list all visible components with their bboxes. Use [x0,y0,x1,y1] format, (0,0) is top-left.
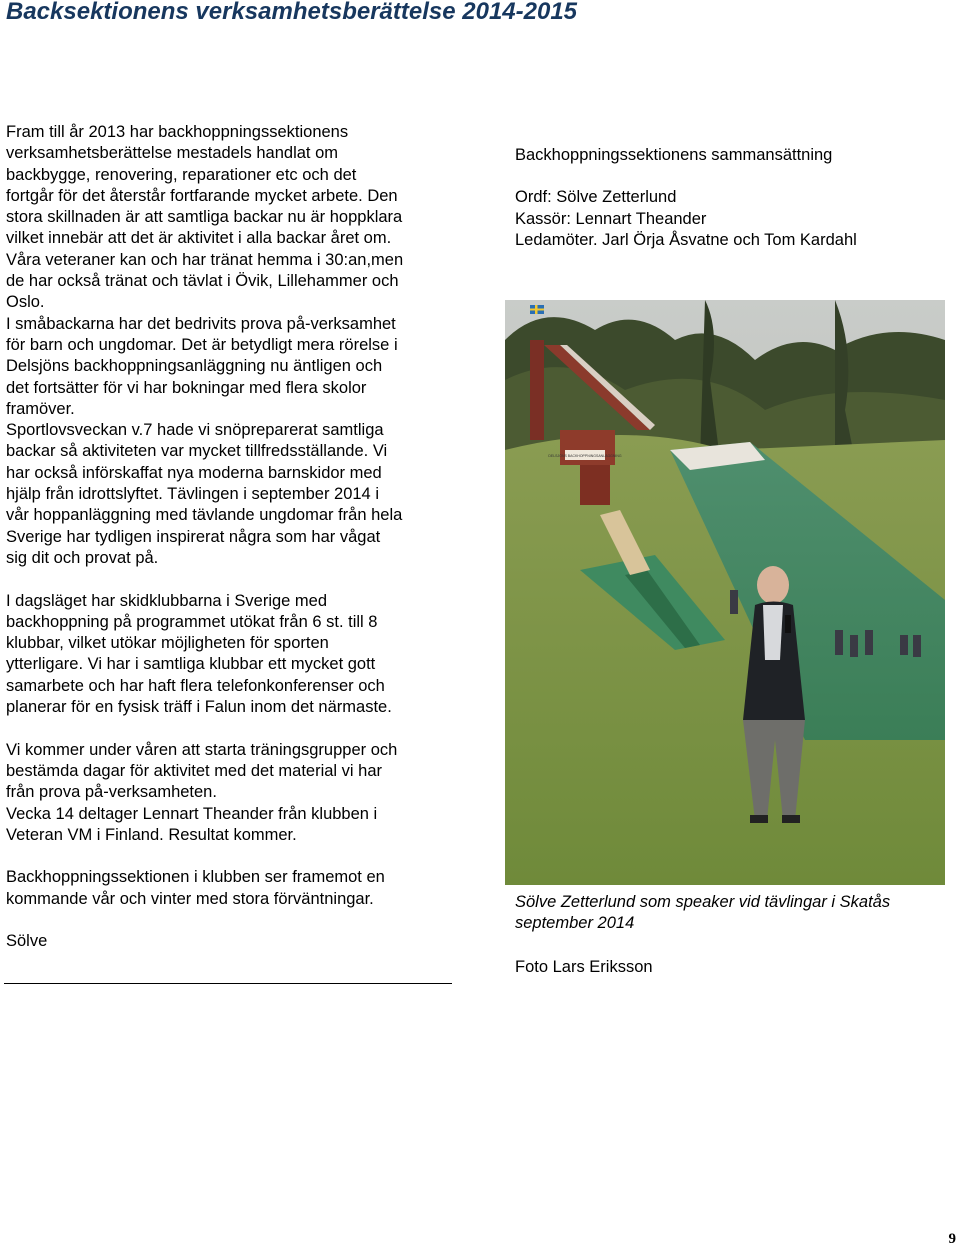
paragraph-clubs [6,591,456,719]
text-line: sig dit och provat på. [6,548,159,567]
text-line: klubbar, vilket utökar möjligheten för sporten [6,634,329,653]
paragraph-gap [6,910,456,931]
signature-line [4,983,452,984]
text-line: framöver. [6,399,75,418]
text-line: Veteran VM i Finland. Resultat kommer. [6,825,297,844]
text-line: Delsjöns backhoppningsanläggning nu äntligen och [6,357,383,376]
text-line: I småbackarna har det bedrivits prova på-verksamhet [6,314,396,333]
page-number: 9 [948,1231,956,1247]
text-line: Sverige har tydligen inspirerat några som har vågat [6,527,381,546]
committee-member: Ledamöter. Jarl Örja Åsvatne och Tom Kardahl [515,230,857,249]
text-line: det fortsätter för vi har bokningar med flera skolor [6,378,367,397]
text-line: Fram till år 2013 har backhoppningssektionens [6,123,349,141]
text-line: ytterligare. Vi har i samtliga klubbar ett mycket gott [6,655,376,674]
text-line: Sportlovsveckan v.7 hade vi snöpreparerat samtliga [6,421,384,440]
photo-credit: Foto Lars Eriksson [515,958,653,976]
page-title: Backsektionens verksamhetsberättelse 2014-2015 [6,0,578,25]
text-line: planerar för en fysisk träff i Falun inom det närmaste. [6,698,392,717]
committee-member: Kassör: Lennart Theander [515,209,707,228]
text-line: Oslo. [6,293,45,312]
committee-heading: Backhoppningssektionens sammansättning [515,146,833,164]
report-body [6,122,456,953]
paragraph-training [6,740,456,846]
text-line: kommande vår och vinter med stora förväntningar. [6,889,374,908]
text-line: samarbete och har haft flera telefonkonferenser och [6,676,385,695]
text-line: backar så aktiviteten var mycket tillfredsställande. Vi [6,442,388,461]
text-line: de har också tränat och tävlat i Övik, Lillehammer och [6,272,399,291]
tower-sign-text: DELSJÖNS BACKHOPPNINGSANLÄGGNING [548,454,622,458]
ski-jump-photo [505,300,945,885]
text-line: för barn och ungdomar. Det är betydligt mera rörelse i [6,335,398,354]
text-line: Vecka 14 deltager Lennart Theander från klubben i [6,804,378,823]
text-line: har också införskaffat nya moderna barnskidor med [6,463,382,482]
text-line: backhoppning på programmet utökat från 6 st. till 8 [6,612,378,631]
photo-caption [515,892,955,935]
paragraph-intro [6,122,456,569]
text-line: stora skillnaden är att samtliga backar nu är hoppklara [6,208,403,227]
caption-line: Sölve Zetterlund som speaker vid tävlingar i Skatås [515,893,891,911]
text-line: från prova på-verksamheten. [6,783,217,802]
paragraph-gap [6,846,456,867]
text-line: I dagsläget har skidklubbarna i Sverige med [6,591,328,610]
paragraph-outlook [6,867,456,910]
text-line: vilket innebär att det är aktivitet i alla backar året om. [6,229,392,248]
text-line: backbygge, renovering, reparationer etc och det [6,165,357,184]
text-line: Vi kommer under våren att starta träningsgrupper och [6,740,398,759]
signature-name: Sölve [6,932,48,951]
committee-box [515,145,945,251]
caption-line: september 2014 [515,914,635,933]
text-line: Våra veteraner kan och har tränat hemma i 30:an,men [6,250,404,269]
text-line: vår hoppanläggning med tävlande ungdomar från hela [6,506,403,525]
text-line: fortgår för det återstår fortfarande mycket arbete. Den [6,186,398,205]
text-line: Backhoppningssektionen i klubben ser framemot en [6,868,385,887]
text-line: hjälp från idrottslyftet. Tävlingen i september 2014 i [6,485,379,504]
text-line: verksamhetsberättelse mestadels handlat om [6,144,338,163]
committee-member: Ordf: Sölve Zetterlund [515,188,677,207]
paragraph-gap [6,718,456,739]
paragraph-gap [6,569,456,590]
text-line: bestämda dagar för aktivitet med det material vi har [6,761,383,780]
